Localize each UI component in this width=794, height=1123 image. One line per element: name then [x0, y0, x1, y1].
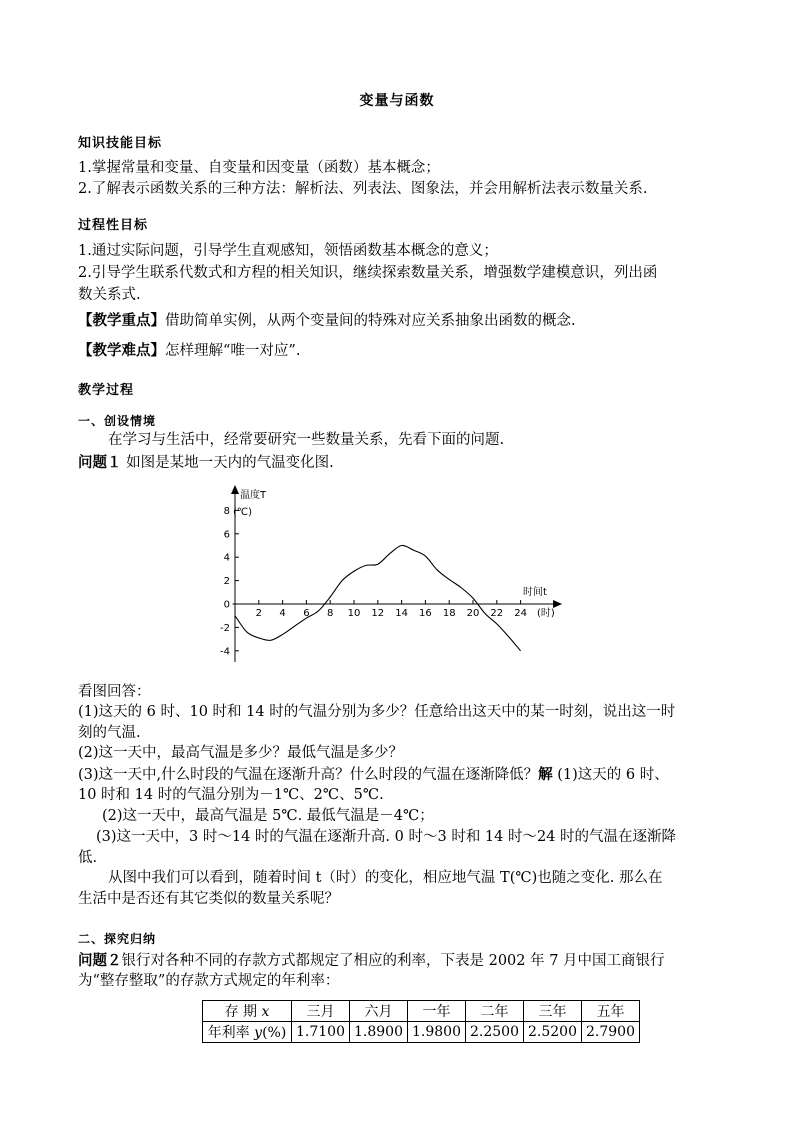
subquestion-2: (2)这一天中，最高气温是多少？最低气温是多少？ — [78, 745, 404, 761]
table-header-cell: 三月 — [292, 1001, 350, 1022]
temperature-chart — [215, 482, 575, 662]
table-header-cell: 三年 — [524, 1001, 582, 1022]
subquestion-3 — [78, 764, 718, 786]
table-header-cell: 六月 — [350, 1001, 408, 1022]
summary-2: 生活中是否还有其它类似的数量关系呢？ — [78, 891, 339, 907]
part2-heading: 二、探究归纳 — [78, 932, 157, 946]
question-2b: 为“整存整取”的存款方式规定的年利率： — [78, 973, 340, 989]
question-1 — [78, 452, 728, 474]
section-heading-process: 过程性目标 — [78, 218, 149, 233]
x-tick-label: 10 — [347, 608, 361, 619]
x-tick-label: 22 — [490, 608, 504, 619]
difficulty-label: 【教学难点】 — [78, 342, 165, 359]
table-cell: 2.7900 — [582, 1022, 640, 1043]
x-tick-label: 20 — [466, 608, 480, 619]
summary-1: 从图中我们可以看到，随着时间 t（时）的变化，相应地气温 T(℃)也随之变化. 那么在 — [108, 870, 663, 886]
y-axis-label: 温度T — [240, 490, 267, 501]
table-row-label: 年利率 y(%) — [203, 1022, 292, 1043]
table-row — [203, 1022, 640, 1043]
y-tick-label: 4 — [223, 552, 230, 564]
process-heading: 教学过程 — [78, 383, 135, 398]
question-2-text: 银行对各种不同的存款方式都规定了相应的利率，下表是 2002 年 7 月中国工商银行 — [121, 953, 665, 969]
table-cell: 1.8900 — [350, 1022, 408, 1043]
focus-text: 借助简单实例，从两个变量间的特殊对应关系抽象出函数的概念. — [165, 313, 576, 329]
process-item-2a: 2.引导学生联系代数式和方程的相关知识，继续探索数量关系，增强数学建模意识，列出函 — [78, 265, 658, 281]
answer-lead: 看图回答： — [78, 684, 151, 700]
x-tick-label: 24 — [514, 608, 527, 619]
x-axis-unit: (时) — [536, 608, 555, 619]
part1-heading: 一、创设情境 — [78, 414, 157, 428]
table-cell: 1.9800 — [408, 1022, 466, 1043]
y-tick-label: -4 — [220, 646, 230, 658]
knowledge-item-1: 1.掌握常量和变量、自变量和因变量（函数）基本概念； — [78, 160, 440, 176]
y-axis-unit: (℃) — [233, 507, 253, 518]
y-tick-label: 0 — [223, 599, 230, 611]
process-item-1: 1.通过实际问题，引导学生直观感知，领悟函数基本概念的意义； — [78, 243, 498, 259]
answer-3b: 低. — [78, 850, 98, 866]
x-tick-label: 8 — [327, 608, 334, 619]
interest-rate-table — [202, 1000, 640, 1043]
x-tick-label: 18 — [442, 608, 456, 619]
y-axis-arrow — [231, 485, 239, 494]
table-cell: 1.7100 — [292, 1022, 350, 1043]
answer-1-start: (1)这天的 6 时、 — [552, 767, 669, 783]
question-1-label: 问题１ — [78, 454, 122, 471]
subquestion-1a: (1)这天的 6 时、10 时和 14 时的气温分别为多少？任意给出这天中的某一时刻，说出这一时 — [78, 704, 676, 720]
x-tick-label: 6 — [303, 608, 310, 619]
question-2a — [78, 950, 718, 972]
process-item-2b: 数关系式. — [78, 287, 141, 303]
y-tick-label: -2 — [220, 622, 230, 634]
y-tick-label: 6 — [223, 529, 230, 541]
section-heading-knowledge: 知识技能目标 — [78, 136, 163, 151]
table-header-cell: 一年 — [408, 1001, 466, 1022]
subquestion-1b: 刻的气温. — [78, 725, 141, 741]
table-header-cell: 存 期 x — [203, 1001, 292, 1022]
page-title: 变量与函数 — [359, 93, 435, 109]
x-tick-label: 12 — [371, 608, 385, 619]
x-tick-label: 16 — [419, 608, 432, 619]
difficulty-text: 怎样理解“唯一对应”. — [165, 343, 301, 359]
teaching-focus — [78, 310, 778, 332]
question-1-text: 如图是某地一天内的气温变化图. — [126, 455, 334, 471]
answer-3a: (3)这一天中，3 时～14 时的气温在逐渐升高. 0 时～3 时和 14 时～24 时的气温在逐渐降 — [96, 829, 677, 845]
table-header-cell: 二年 — [466, 1001, 524, 1022]
table-cell: 2.2500 — [466, 1022, 524, 1043]
table-header-row — [203, 1001, 640, 1022]
x-tick-label: 14 — [395, 608, 408, 619]
y-tick-label: 2 — [223, 576, 230, 588]
focus-label: 【教学重点】 — [78, 312, 165, 329]
part1-intro: 在学习与生活中，经常要研究一些数量关系，先看下面的问题. — [108, 432, 505, 448]
table-cell: 2.5200 — [524, 1022, 582, 1043]
x-axis-label: 时间t — [522, 587, 547, 598]
x-tick-label: 2 — [255, 608, 262, 619]
knowledge-item-2: 2.了解表示函数关系的三种方法：解析法、列表法、图象法，并会用解析法表示数量关系. — [78, 181, 648, 197]
subquestion-3-text: (3)这一天中,什么时段的气温在逐渐升高？什么时段的气温在逐渐降低？ — [78, 767, 539, 783]
solution-label: 解 — [538, 766, 553, 783]
table-header-cell: 五年 — [582, 1001, 640, 1022]
y-tick-label: 8 — [223, 505, 230, 517]
question-2-label: 问题２ — [78, 952, 122, 969]
x-tick-label: 4 — [279, 608, 286, 619]
answer-2: (2)这一天中，最高气温是 5℃. 最低气温是－4℃； — [102, 808, 434, 824]
answer-1: 10 时和 14 时的气温分别为－1℃、2℃、5℃. — [78, 787, 384, 803]
teaching-difficulty — [78, 340, 778, 362]
x-axis-arrow — [553, 600, 562, 608]
temperature-line — [235, 545, 521, 650]
